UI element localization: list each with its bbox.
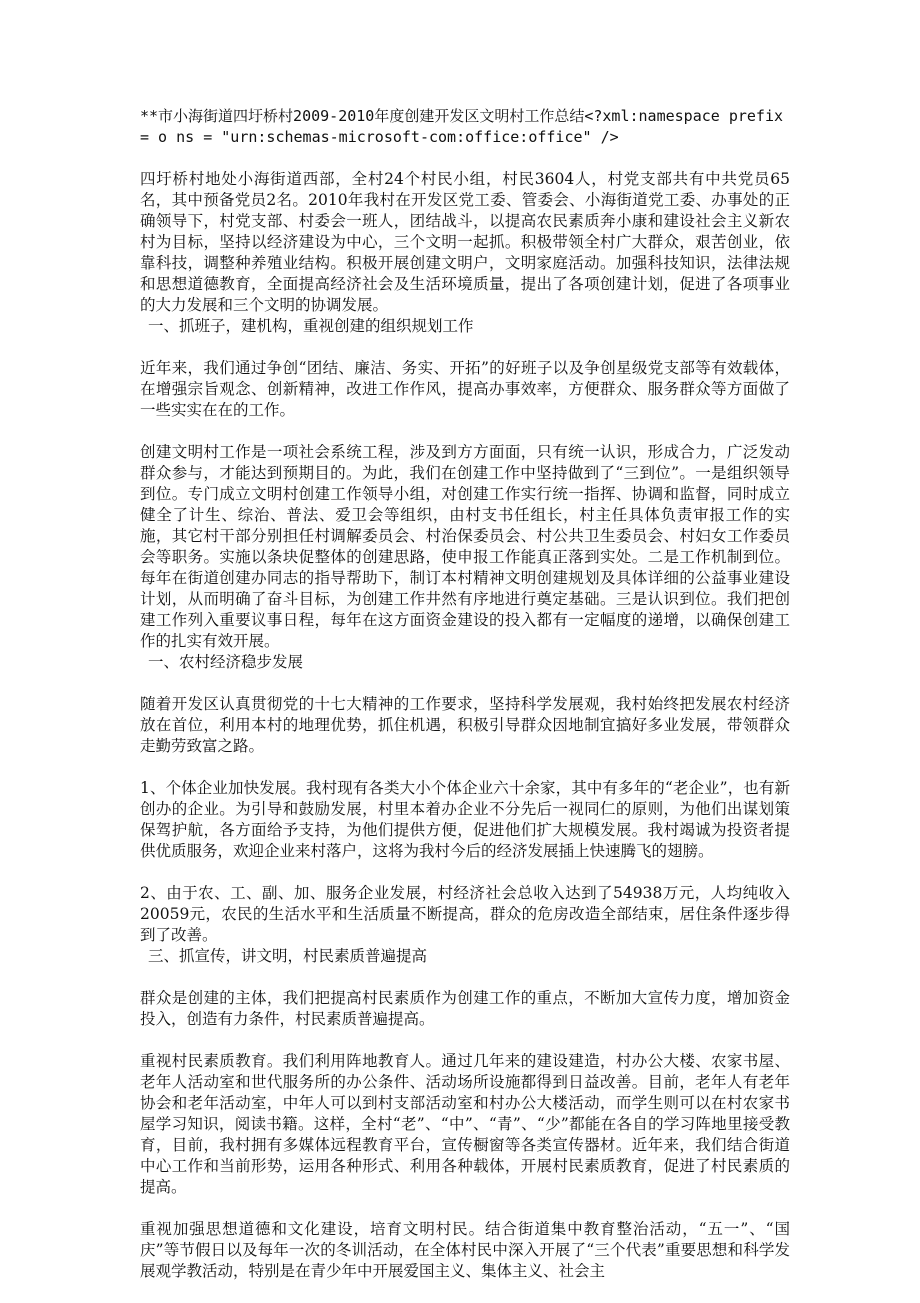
body-paragraph: 随着开发区认真贯彻党的十七大精神的工作要求，坚持科学发展观，我村始终把发展农村经济放在首位，利用本村的地理优势，抓住机遇，积极引导群众因地制宜搞好多业发展，带领群众走勤劳致富之路。 (140, 695, 790, 755)
section-heading-economy: 一、农村经济稳步发展 (148, 653, 304, 671)
body-paragraph: 近年来，我们通过争创“团结、廉洁、务实、开拓”的好班子以及争创星级党支部等有效载体，在增强宗旨观念、创新精神，改进工作作风，提高办事效率，方便群众、服务群众等方面做了一些实实在在的工作。 (140, 359, 790, 419)
body-paragraph: 创建文明村工作是一项社会系统工程，涉及到方方面面，只有统一认识，形成合力，广泛发动群众参与，才能达到预期目的。为此，我们在创建工作中坚持做到了“三到位”。一是组织领导到位。专门成立文明村创建工作领导小组，对创建工作实行统一指挥、协调和监督，同时成立健全了计生、综治、普法、爱卫会等组织，由村支书任组长，村主任具体负责审报工作的实施，其它村干部分别担任村调解委员会、村治保委员会、村公共卫生委员会、村妇女工作委员会等职务。实施以条块促整体的创建思路，使申报工作能真正落到实处。二是工作机制到位。每年在街道创建办同志的指导帮助下，制订本村精神文明创建规划及具体详细的公益事业建设计划，从而明确了奋斗目标，为创建工作井然有序地进行奠定基础。三是认识到位。我们把创建工作列入重要议事日程，每年在这方面资金建设的投入都有一定幅度的递增，以确保创建工作的扎实有效开展。 (140, 443, 790, 650)
body-paragraph: 2、由于农、工、副、加、服务企业发展，村经济社会总收入达到了54938万元，人均纯收入20059元，农民的生活水平和生活质量不断提高，群众的危房改造全部结束，居住条件逐步得到了改善。 (140, 884, 790, 944)
body-paragraph: 重视村民素质教育。我们利用阵地教育人。通过几年来的建设建造，村办公大楼、农家书屋、老年人活动室和世代服务所的办公条件、活动场所设施都得到日益改善。目前，老年人有老年协会和老年活动室，中年人可以到村支部活动室和村办公大楼活动，而学生则可以在村农家书屋学习知识，阅读书籍。这样，全村“老”、“中”、“青”、“少”都能在各自的学习阵地里接受教育，目前，我村拥有多媒体远程教育平台，宣传橱窗等各类宣传器材。近年来，我们结合街道中心工作和当前形势，运用各种形式、利用各种载体，开展村民素质教育，促进了村民素质的提高。 (140, 1052, 790, 1196)
body-paragraph: 群众是创建的主体，我们把提高村民素质作为创建工作的重点，不断加大宣传力度，增加资金投入，创造有力条件，村民素质普遍提高。 (140, 989, 790, 1028)
section-heading-publicity: 三、抓宣传，讲文明，村民素质普遍提高 (148, 947, 428, 965)
body-paragraph: 重视加强思想道德和文化建设，培育文明村民。结合街道集中教育整治活动，“五一”、“国庆”等节假日以及每年一次的冬训活动，在全体村民中深入开展了“三个代表”重要思想和科学发展观学教活动，特别是在青少年中开展爱国主义、集体主义、社会主 (140, 1220, 790, 1280)
intro-paragraph: 四圩桥村地处小海街道西部，全村24个村民小组，村民3604人，村党支部共有中共党员65名，其中预备党员2名。2010年我村在开发区党工委、管委会、小海街道党工委、办事处的正确领导下，村党支部、村委会一班人，团结战斗，以提高农民素质奔小康和建设社会主义新农村为目标，坚持以经济建设为中心，三个文明一起抓。积极带领全村广大群众，艰苦创业，依靠科技，调整种养殖业结构。积极开展创建文明户，文明家庭活动。加强科技知识，法律法规和思想道德教育，全面提高经济社会及生活环境质量，提出了各项创建计划，促进了各项事业的大力发展和三个文明的协调发展。 (140, 170, 790, 314)
document-title: **市小海街道四圩桥村2009-2010年度创建开发区文明村工作总结<?xml:namespace prefix = o ns = "urn:schemas-microsoft-com:office:office" /> (140, 107, 784, 146)
section-heading-organization: 一、抓班子，建机构，重视创建的组织规划工作 (148, 317, 474, 335)
document-page (140, 106, 790, 1303)
body-paragraph: 1、个体企业加快发展。我村现有各类大小个体企业六十余家，其中有多年的“老企业”，也有新创办的企业。为引导和鼓励发展，村里本着办企业不分先后一视同仁的原则，为他们出谋划策保驾护航，各方面给予支持，为他们提供方便，促进他们扩大规模发展。我村竭诚为投资者提供优质服务，欢迎企业来村落户，这将为我村今后的经济发展插上快速腾飞的翅膀。 (140, 779, 790, 860)
